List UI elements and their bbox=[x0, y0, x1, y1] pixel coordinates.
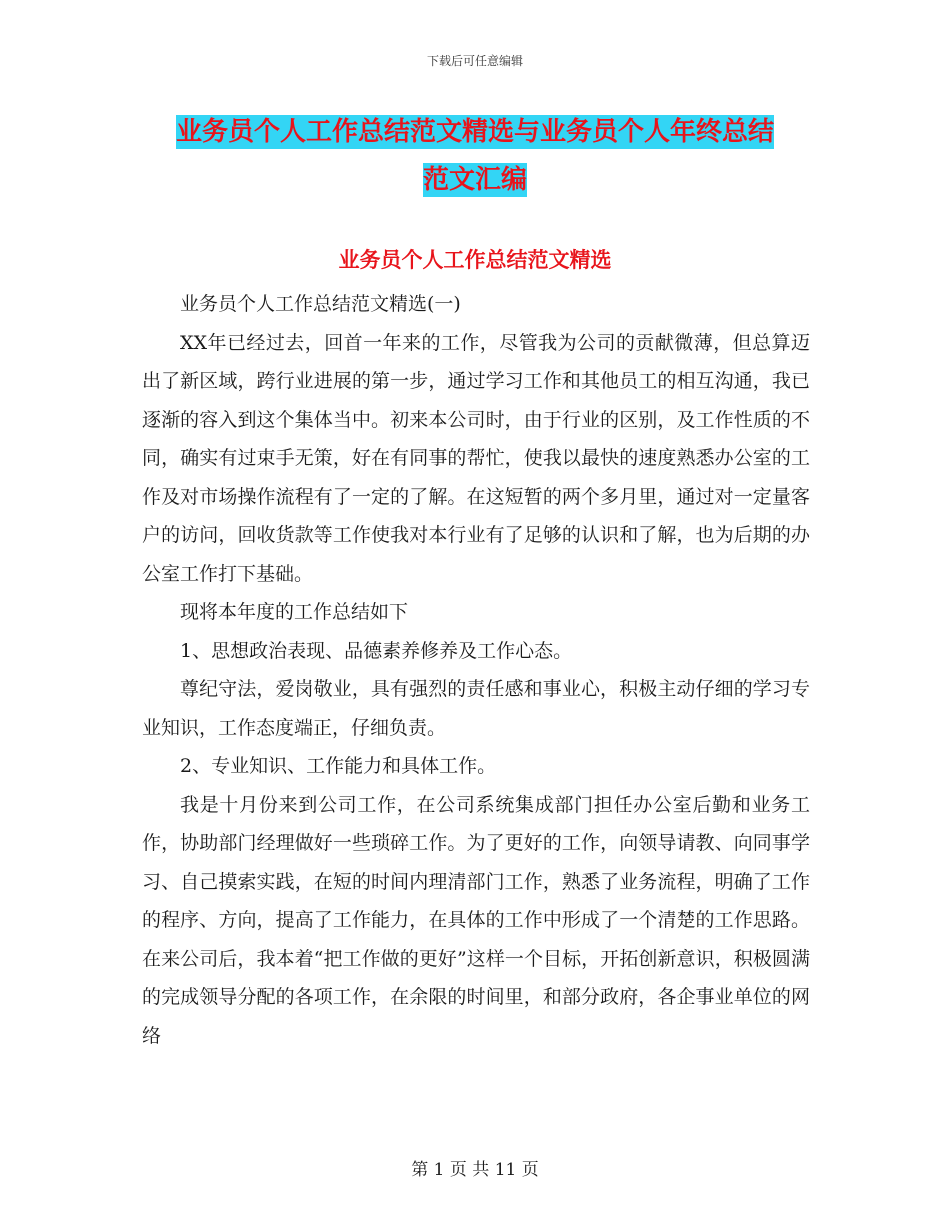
paragraph: 现将本年度的工作总结如下 bbox=[180, 601, 409, 623]
document-title-line1: 业务员个人工作总结范文精选与业务员个人年终总结 bbox=[175, 117, 774, 147]
document-title bbox=[140, 108, 810, 204]
page-number: 第 1 页 共 11 页 bbox=[411, 1160, 539, 1180]
paragraph-heading: 2、专业知识、工作能力和具体工作。 bbox=[180, 755, 497, 777]
paragraph: XX年已经过去，回首一年来的工作，尽管我为公司的贡献微薄，但总算迈出了新区域，跨行业进展的第一步，通过学习工作和其他员工的相互沟通，我已逐渐的容入到这个集体当中。初来本公司时，由于行业的区别，及工作性质的不同，确实有过束手无策，好在有同事的帮忙，使我以最快的速度熟悉办公室的工作及对市场操作流程有了一定的了解。在这短暂的两个多月里，通过对一定量客户的访问，回收货款等工作使我对本行业有了足够的认识和了解，也为后期的办公室工作打下基础。 bbox=[142, 331, 810, 585]
paragraph-subtitle: 业务员个人工作总结范文精选(一) bbox=[180, 293, 461, 315]
header-note: 下载后可任意编辑 bbox=[426, 54, 523, 68]
document-title-line2: 范文汇编 bbox=[422, 165, 527, 195]
paragraph-heading: 1、思想政治表现、品德素养修养及工作心态。 bbox=[180, 639, 573, 662]
paragraph: 尊纪守法，爱岗敬业，具有强烈的责任感和事业心，积极主动仔细的学习专业知识，工作态度端正，仔细负责。 bbox=[142, 678, 810, 739]
document-body bbox=[142, 285, 810, 1055]
section-title: 业务员个人工作总结范文精选 bbox=[338, 248, 612, 272]
paragraph: 我是十月份来到公司工作，在公司系统集成部门担任办公室后勤和业务工作，协助部门经理做好一些琐碎工作。为了更好的工作，向领导请教、向同事学习、自己摸索实践，在短的时间内理清部门工作，熟悉了业务流程，明确了工作的程序、方向，提高了工作能力，在具体的工作中形成了一个清楚的工作思路。在来公司后，我本着“把工作做的更好”这样一个目标，开拓创新意识，积极圆满的完成领导分配的各项工作，在余限的时间里，和部分政府，各企事业单位的网络 bbox=[142, 793, 810, 1047]
